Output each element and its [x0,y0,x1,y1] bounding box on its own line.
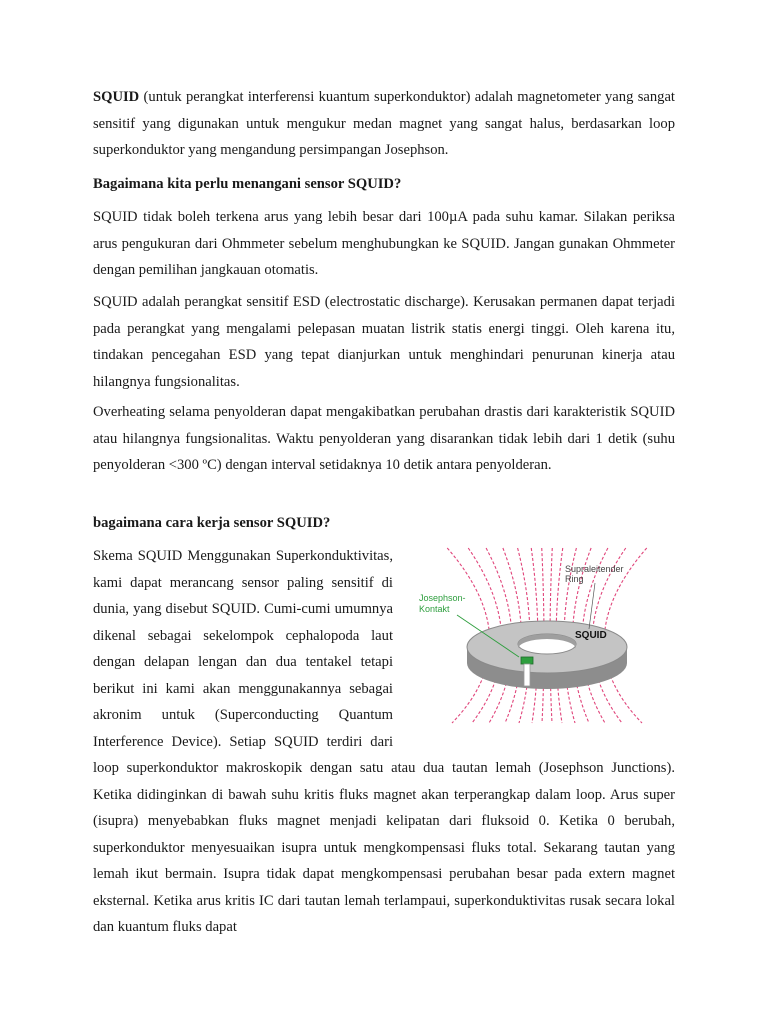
intro-text: (untuk perangkat interferensi kuantum superkonduktor) adalah magnetometer yang sangat sensitif yang digunakan untuk mengukur medan magnet yang sangat halus, berdasarkan loop superkonduktor yang mengandung persimpangan Josephson. [93,89,675,158]
paragraph-soldering: Overheating selama penyolderan dapat mengakibatkan perubahan drastis dari karakteristik SQUID atau hilangnya fungsionalitas. Waktu penyolderan yang disarankan tidak lebih dari 1 detik (suhu penyolderan <300 ºC) dengan interval setidaknya 10 detik antara penyolderan. [93,404,675,473]
intro-paragraph [93,84,675,164]
paragraph-esd: SQUID adalah perangkat sensitif ESD (electrostatic discharge). Kerusakan permanen dapat terjadi pada perangkat yang mengalami pelepasan muatan listrik statis energi tinggi. Oleh karena itu, tindakan pencegahan ESD yang tepat dianjurkan untuk menghindari penurunan kinerja atau hilangnya fungsionalitas. [93,294,675,390]
section-heading-handling: Bagaimana kita perlu menangani sensor SQUID? [93,176,402,192]
josephson-contact [521,657,533,664]
squid-term: SQUID [93,89,140,105]
squid-diagram-svg [405,543,675,728]
ring-gap [524,664,530,686]
label-ring-line2: Ring [565,574,584,584]
section-heading-working: bagaimana cara kerja sensor SQUID? [93,515,331,531]
label-contact-line1: Josephson- [419,593,466,603]
label-device: SQUID [575,630,607,641]
label-contact-line2: Kontakt [419,604,450,614]
working-text: Skema SQUID Menggunakan Superkonduktivitas, kami dapat merancang sensor paling sensitif di dunia, yang disebut SQUID. Cumi-cumi umumnya dikenal sebagai sekelompok cephalopoda laut dengan delapan lengan dan dua tentakel tetapi berikut ini kami akan menggunakannya sebagai akronim untuk (Superconducting Quantum Interference Device). Setiap SQUID terdiri dari loop superkonduktor makroskopik dengan satu atau dua tautan lemah (Josephson Junctions). Ketika didinginkan di bawah suhu kritis fluks magnet akan terperangkap dalam loop. Arus super (isupra) menyebabkan fluks magnet menjadi kelipatan dari fluksoid 0. Ketika 0 berubah, superkonduktor menyesuaikan isupra untuk mengkompensasi fluks total. Sekarang tautan yang lemah ikut bermain. Isupra tidak dapat mengkompensasi perubahan besar pada extern magnet eksternal. Ketika arus kritis IC dari tautan lemah terlampaui, superkonduktivitas rusak secara lokal dan kuantum fluks dapat [93,548,675,935]
paragraph-current-limit: SQUID tidak boleh terkena arus yang lebih besar dari 100µA pada suhu kamar. Silakan periksa arus pengukuran dari Ohmmeter sebelum menghubungkan ke SQUID. Jangan gunakan Ohmmeter dengan pemilihan jangkauan otomatis. [93,209,675,278]
working-section [93,543,675,941]
label-ring-line1: Supraleitender [565,564,624,574]
squid-diagram [405,543,675,733]
